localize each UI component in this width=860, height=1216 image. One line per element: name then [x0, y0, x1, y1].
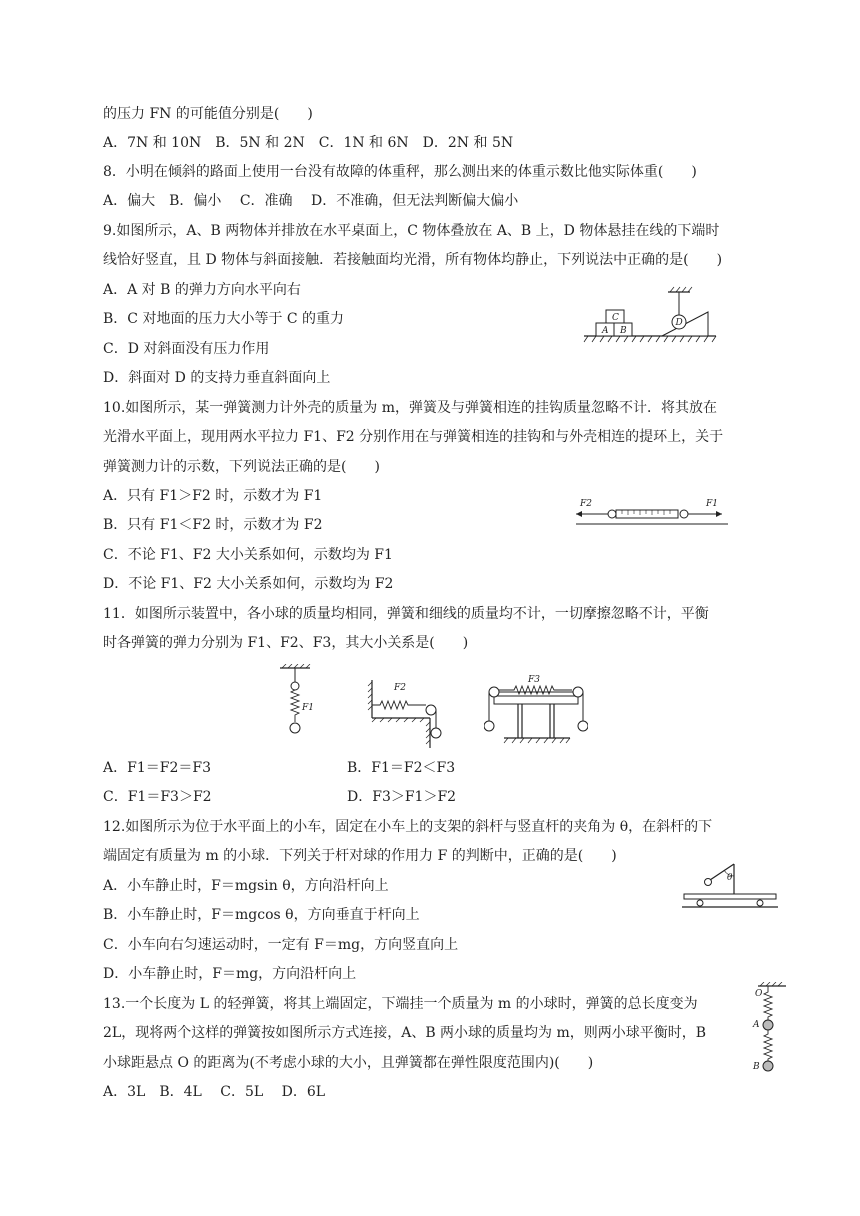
q10-option-b: B．只有 F1＜F2 时，示数才为 F2 [103, 517, 323, 533]
ball-a [763, 1020, 773, 1030]
q9-option-a: A．A 对 B 的弹力方向水平向右 [103, 282, 301, 298]
q10-stem-3: 弹簧测力计的示数，下列说法正确的是( ) [103, 459, 380, 475]
ball [705, 879, 712, 886]
q11-figure-3 [484, 672, 588, 746]
q9-figure [580, 286, 720, 346]
q10-figure [572, 494, 732, 534]
label-f1: F1 [302, 703, 314, 713]
q10-option-c: C．不论 F1、F2 大小关系如何，示数均为 F1 [103, 547, 393, 563]
q11-stem-2: 时各弹簧的弹力分别为 F1、F2、F3，其大小关系是( ) [103, 635, 469, 651]
q13-stem-2: 2L，现将两个这样的弹簧按如图所示方式连接，A、B 两小球的质量均为 m，则两小球平衡时，B [103, 1025, 707, 1041]
q13-figure [750, 982, 790, 1072]
q12-stem-2: 端固定有质量为 m 的小球．下列关于杆对球的作用力 F 的判断中，正确的是( ) [103, 848, 617, 864]
q10-stem-2: 光滑水平面上，现用两水平拉力 F1、F2 分别作用在与弹簧相连的挂钩和与外壳相连的提环上，关于 [103, 429, 724, 445]
q13-stem-3: 小球距悬点 O 的距离为(不考虑小球的大小，且弹簧都在弹性限度范围内)( ) [103, 1055, 594, 1071]
label-a: A [602, 326, 609, 336]
label-f1: F1 [706, 499, 718, 509]
q11-option-d: D．F3＞F1＞F2 [347, 789, 457, 805]
label-b: B [620, 326, 627, 336]
q12-option-c: C．小车向右匀速运动时，一定有 F＝mg，方向竖直向上 [103, 937, 459, 953]
label-theta: θ [727, 873, 733, 883]
label-f2: F2 [580, 499, 592, 509]
q8-stem: 8．小明在倾斜的路面上使用一台没有故障的体重秤，那么测出来的体重示数比他实际体重( ) [103, 164, 697, 180]
q9-option-d: D．斜面对 D 的支持力垂直斜面向上 [103, 370, 331, 386]
q9-option-b: B．C 对地面的压力大小等于 C 的重力 [103, 311, 345, 327]
q13-options: A．3L B．4L C．5L D．6L [103, 1084, 326, 1100]
q10-stem-1: 10.如图所示，某一弹簧测力计外壳的质量为 m，弹簧及与弹簧相连的挂钩质量忽略不计．将其放在 [103, 400, 717, 416]
label-a: A [753, 1020, 760, 1030]
q12-figure [680, 856, 780, 916]
spring-upper [764, 986, 772, 1020]
spring-f3 [498, 686, 572, 694]
q12-option-a: A．小车静止时，F＝mgsin θ，方向沿杆向上 [103, 878, 389, 894]
q11-option-c: C．F1＝F3＞F2 [103, 789, 212, 805]
q9-stem-1: 9.如图所示，A、B 两物体并排放在水平桌面上，C 物体叠放在 A、B 上，D 物体悬挂在线的下端时 [103, 223, 720, 239]
spring-f2 [372, 701, 426, 709]
ball-b [763, 1061, 773, 1071]
q12-option-d: D．小车静止时，F＝mg，方向沿杆向上 [103, 966, 357, 982]
scale-casing [616, 510, 678, 518]
q11-option-a: A．F1＝F2＝F3 [103, 760, 211, 776]
q11-stem-1: 11．如图所示装置中，各小球的质量均相同，弹簧和细线的质量均不计，一切摩擦忽略不计，平衡 [103, 606, 709, 622]
label-f2: F2 [394, 683, 406, 693]
q8-options: A．偏大 B．偏小 C．准确 D．不准确，但无法判断偏大偏小 [103, 193, 519, 209]
q11-figure-1 [276, 664, 316, 742]
label-b: B [753, 1062, 760, 1072]
label-c: C [612, 313, 619, 323]
q10-option-a: A．只有 F1＞F2 时，示数才为 F1 [103, 488, 323, 504]
label-o: O [755, 989, 763, 999]
q7-stem-tail: 的压力 FN 的可能值分别是( ) [103, 106, 313, 122]
q12-option-b: B．小车静止时，F＝mgcos θ，方向垂直于杆向上 [103, 907, 420, 923]
spring-lower [764, 1030, 772, 1061]
spring-f1 [291, 690, 299, 722]
q7-options: A．7N 和 10N B．5N 和 2N C．1N 和 6N D．2N 和 5N [103, 135, 514, 151]
q9-option-c: C．D 对斜面没有压力作用 [103, 341, 270, 357]
label-f3: F3 [528, 675, 540, 685]
q11-option-b: B．F1＝F2＜F3 [347, 760, 456, 776]
q13-stem-1: 13.一个长度为 L 的轻弹簧，将其上端固定，下端挂一个质量为 m 的小球时，弹簧的总长度变为 [103, 996, 698, 1012]
q12-stem-1: 12.如图所示为位于水平面上的小车，固定在小车上的支架的斜杆与竖直杆的夹角为 θ，在斜杆的下 [103, 819, 713, 835]
q10-option-d: D．不论 F1、F2 大小关系如何，示数均为 F2 [103, 576, 394, 592]
q9-stem-2: 线恰好竖直，且 D 物体与斜面接触．若接触面均光滑，所有物体均静止，下列说法中正确的是( ) [103, 252, 723, 268]
label-d: D [675, 318, 683, 328]
q11-figure-2 [364, 676, 446, 748]
cart-body [684, 894, 776, 899]
